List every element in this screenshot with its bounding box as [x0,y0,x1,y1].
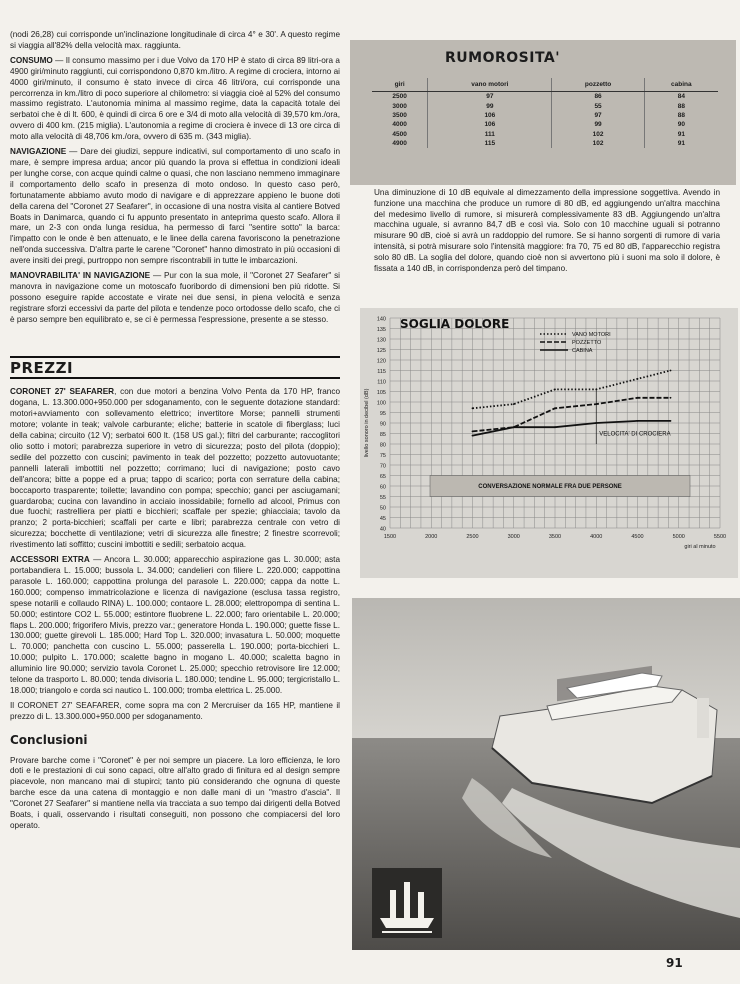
rumorosita-table [372,78,718,148]
data-point [670,420,672,422]
y-tick-label: 75 [379,453,386,459]
table-cell: 102 [552,130,644,139]
y-tick-label: 135 [376,327,386,333]
y-tick-label: 140 [376,316,386,323]
crociera-label: VELOCITA' DI CROCIERA [599,431,671,438]
table-row [372,92,718,102]
x-tick-label: 1500 [383,534,397,540]
data-point [554,426,556,428]
table-cell: 4900 [372,139,428,148]
table-row [372,130,718,139]
y-tick-label: 60 [379,484,386,491]
data-point [670,397,672,399]
table-cell: 90 [677,121,685,129]
y-tick-label: 105 [376,390,386,396]
data-point [670,370,672,372]
table-cell: 3500 [372,111,428,120]
x-tick-label: 4000 [590,534,603,540]
table-cell: 106 [428,111,552,120]
navigazione-text: — Dare dei giudizi, seppure indicativi, sul comportamento di uno scafo in mare, è sempre impresa ardua; ancor più quando la prova si effettua in condizioni ideali per lunghe corse, con acque quindi calme o quasi, che non lasciano nemmeno immaginare il comportamento dello scafo in presenza di moto ondoso. In questo caso però, fortunatamente abbiamo avuto modo di navigare e di apprezzare appieno le buone doti della carena del "Coronet 27 Seafarer", in occasione di una nostra visita al cantiere Botved Boats in Danimarca, quando ci fu appunto presentato in anteprima questo scafo. Allora il mare, un 2-3 con onda lunga residua, ha permesso di farci "sentire sotto" la barca: l'impatto con le onde è ben attenuato, e le linee della carena favoriscono la penetrazione nell'onda successiva. D'altra parte le carene "Coronet" hanno dimostrato in più occasioni di avere insiti dei pregi, purtroppo non sempre riscontrabili in tutte le imbarcazioni. [10,147,340,266]
header-pozzetto: pozzetto [552,78,644,92]
table-cell: 115 [428,139,552,148]
table-cell: 86 [552,92,644,102]
y-tick-label: 65 [379,474,386,480]
manovrabilita-heading: MANOVRABILITA' IN NAVIGAZIONE [10,271,151,281]
left-column [10,30,340,836]
data-point [554,389,556,391]
table-cell: 111 [428,130,552,139]
chart-title: SOGLIA DOLORE [400,317,510,331]
data-point [637,397,639,399]
rumorosita-table-body [372,92,718,149]
prezzi-paragraph [10,387,340,551]
y-tick-label: 85 [379,432,386,438]
table-cell: 106 [428,120,552,129]
y-tick-label: 45 [379,516,386,522]
boat-photo [352,598,740,950]
table-cell: 91 [677,130,685,138]
table-row [372,111,718,120]
manovrabilita-text: — Pur con la sua mole, il "Coronet 27 Seafarer" si manovra in navigazione come un motoscafo fuoribordo di dimensioni ben più ridotte. Si possono eseguire rapide accostate e virate nei due sensi, in piena velocità e senza registrare sforzi eccessivi da parte del pilota e tendenze poco ortodosse dello scafo, che ci è parso sempre ben equilibrato e, se ci è permessa l'espressione, presente a se stesso. [10,271,340,324]
y-tick-label: 120 [376,358,386,365]
accessori-paragraph [10,555,340,697]
legend-label: POZZETTO [572,340,602,346]
chart-svg [360,308,738,578]
table-cell: 91 [677,140,685,148]
table-cell: 4500 [372,130,428,139]
y-axis-label: livello sonoro in decibel (dB) [364,388,370,458]
y-tick-label: 55 [379,495,386,501]
x-tick-label: 3000 [507,534,520,540]
data-point [637,378,639,380]
rumorosita-box [350,40,736,185]
y-tick-label: 95 [379,411,386,417]
navigazione-paragraph [10,147,340,267]
table-row [372,120,718,129]
table-header-row [372,78,718,92]
data-point [472,431,474,433]
data-point [513,426,515,428]
rumorosita-title: RUMOROSITA' [445,50,561,66]
prezzi-heading: CORONET 27' SEAFARER [10,387,115,397]
accessori-heading: ACCESSORI EXTRA [10,555,90,565]
prezzi-text: , con due motori a benzina Volvo Penta da 170 HP, franco dogana, L. 13.300.000+950.000 per sdoganamento, con le seguente dotazione standard: motori+avviamento con sollevamento elettrico; invertitore Morse; pannelli strumenti motore; volante in teak; valvole carburante; eliche; batterie in scatole di fiberglass; luci della cabina; circuito (12 V); serbatoi 600 lt. (158 US gal.); filtri del carburante; raccoglitori olio sotto i motori; parabrezza superiore in vetro di sicurezza; posto del pilota (doppio); sedile del pozzetto con cuscini; pavimento in teak del pozzetto; pozzetto autovuotante; pannelli laterali imbottiti nel pozzetto; corrimano; luci di navigazione; posto cavo dell'ancora; bitte a poppe ed a prua; tappo di scarico; porta con serrature della cabina; boccaporto trasparente; toilette; lavandino con pompa; specchio; ganci per asciugamani; guardaroba; cucina con lavandino in acciaio inossidabile; fornello ad alcool, Primus con due fuochi; rastrelliera per piatti e bicchieri; scaffale per spezie; ghiacciaia; tavolo da pranzo; 2 porta-bicchieri; scaffali per carte e libri; parabrezza centrale con vetro di sicurezza; bocchette di ventilazione; vetri di sicurezza alle finestre; 2 finestre scorrevoli; rivestimento lati soffitto; cuscini imbottiti e sedili; serbatoio acqua. [10,387,340,550]
intro-paragraph: (nodi 26,28) cui corrisponde un'inclinazione longitudinale di circa 4° e 30'. A questo regime si viaggia all'82% della velocità max. raggiunta. [10,30,340,50]
y-tick-label: 70 [379,463,386,470]
manovrabilita-paragraph [10,271,340,326]
accessori-text: — Ancora L. 30.000; apparecchio aspirazione gas L. 30.000; asta portabandiera L. 15.000; bussola L. 34.000; candelieri con filiere L. 220.000; cappottina parasole L. 160.000; cappottina prolunga del parasole L. 220.000; cappa da notte L. 160.000; compenso immatricolazione e licenza di navigazione (esclusa tassa registro, spese notarili e collaudo RINA) L. 100.000; contaore L. 28.000; elettropompa di sentina L. 50.000; estintore CO2 L. 55.000; estintore fluobrene L. 22.000; faro orientabile L. 20.000; flaps L. 200.000; frigorifero Mivis, prezzo var.; generatore Honda L. 190.000; guette fisse L. 130.000; guette girevoli L. 185.000; Hard Top L. 320.000; invasatura L. 50.000; moquette L. 70.000; panchetta con cuscino L. 55.000; passerella L. 190.000; porta-bicchieri L. 10.000; pulpito L. 170.000; scalette bagno in mogano L. 40.000; scaletta bagno in alluminio lire 90.000; servizio tavola Coronet L. 25.000; specchio retrovisore lire 12.000; telone da trasporto L. 80.000; tenda divisoria L. 180.000; tendine L. 95.000; tergicristallo L. 18.000; triangolo e corda sci nautico L. 100.000; tromba elettrica L. 25.000. [10,555,341,695]
legend-label: VANO MOTORI [572,332,611,338]
y-tick-label: 40 [379,526,386,533]
data-point [513,403,515,405]
prezzi-title: PREZZI [10,356,340,380]
table-cell: 88 [677,111,685,119]
table-row [372,139,718,148]
y-tick-label: 125 [376,348,386,354]
header-vano-motori: vano motori [428,78,552,92]
data-point [472,407,474,409]
conclusioni-title: Conclusioni [10,732,88,747]
x-tick-label: 2500 [466,534,479,540]
conclusioni-paragraph: Provare barche come i "Coronet" è per noi sempre un piacere. La loro efficienza, le loro doti e le prestazioni di cui sono capaci, oltre all'alto grado di finitura ed al design sempre piacevole, non mancano mai di stupirci; tanto più considerando che ognuna di queste barche esce da una catena di montaggio e non dalle mani di un "mastro d'ascia". Il "Coronet 27 Seafarer" si mantiene nella via tracciata a suo tempo dai dirigenti della Botved Boats, i quali, osservando i risultati conseguiti, non possono che compiacersi del loro operato. [10,755,340,830]
table-cell: 84 [677,93,685,101]
x-tick-label: 2000 [425,534,438,540]
y-tick-label: 80 [379,442,386,449]
botved-logo [372,868,442,938]
x-axis-label: giri al minuto [684,544,716,550]
x-tick-label: 5500 [713,534,727,540]
legend-label: CABINA [572,348,593,354]
y-tick-label: 90 [379,421,386,428]
data-point [554,407,556,409]
table-cell: 102 [552,139,644,148]
navigazione-heading: NAVIGAZIONE [10,147,67,157]
x-tick-label: 3500 [548,534,562,540]
y-tick-label: 100 [376,400,386,407]
table-row [372,101,718,110]
mercruiser-paragraph: Il CORONET 27' SEAFARER, come sopra ma con 2 Mercruiser da 165 HP, mantiene il prezzo di L. 13.300.000+950.000 per sdoganamento. [10,700,340,721]
y-tick-label: 130 [376,337,386,344]
header-giri: giri [372,78,428,92]
table-cell: 97 [552,111,644,120]
table-cell: 2500 [372,92,428,102]
consumo-heading: CONSUMO [10,55,53,65]
y-tick-label: 115 [377,369,386,375]
page-number: 91 [666,956,683,970]
x-tick-label: 4500 [631,534,644,540]
y-tick-label: 50 [379,505,386,512]
consumo-text: — Il consumo massimo per i due Volvo da 170 HP è stato di circa 89 litri-ora a 4900 giri/minuto raggiunti, cui corrispondono 0,870 km./litro. A regime di crociera, intorno ai 4000 giri/minuto, il consumo è stato invece di circa 46 litri/ora, cui corrisponde una percorrenza in km./litro di poco superiore al chilometro: si viaggia cioè al 52% del consumo massimo registrato. L'autonomia minima al massimo regime, data la capacità totale dei serbatoi che è di lt. 600, è quindi di circa 6 ore e 3/4 di moto alla velocità di 39,570 km./ora, ovvero di 400 km. (215 miglia). L'autonomia a regime di crociera è invece di 13 ore circa di moto alla velocità di 48,706 km./ora, ovvero di 635 m. (343 miglia). [10,55,340,142]
data-point [472,435,474,437]
table-cell: 88 [677,102,685,110]
table-cell: 97 [428,92,552,102]
table-cell: 99 [428,101,552,110]
data-point [637,420,639,422]
table-cell: 3000 [372,101,428,110]
y-tick-label: 110 [377,379,386,386]
table-cell: 99 [552,120,644,129]
consumo-paragraph [10,56,340,143]
decibel-explanation: Una diminuzione di 10 dB equivale al dimezzamento della impressione soggettiva. Avendo in funzione una macchina che produce un rumore di 80 dB, ed aggiungendo un'altra macchina del medesimo livello di rumore, si misurerà complessivamente 83 dB. Aggiungendo un'altra macchina uguale, si avranno 84,7 dB e così via. Solo con 10 macchine uguali si potranno misurare 90 dB, cioè si avrà un raddoppio del rumore. Se si hanno sorgenti di rumore di varia intensità, si potrà misurare solo l'intensità maggiore: fra 70, 75 ed 80 dB, l'apparecchio registra solo 80 dB. La soglia del dolore, quando cioè non si avvertono più i suoni ma solo il dolore, è fissata a 140 dB, in corrispondenza però del timpano. [374,188,720,273]
x-tick-label: 5000 [672,534,685,540]
table-cell: 4000 [372,120,428,129]
header-cabina: cabina [644,78,718,92]
table-cell: 55 [552,101,644,110]
soglia-dolore-chart [360,308,738,578]
conversation-label: CONVERSAZIONE NORMALE FRA DUE PERSONE [478,484,622,490]
